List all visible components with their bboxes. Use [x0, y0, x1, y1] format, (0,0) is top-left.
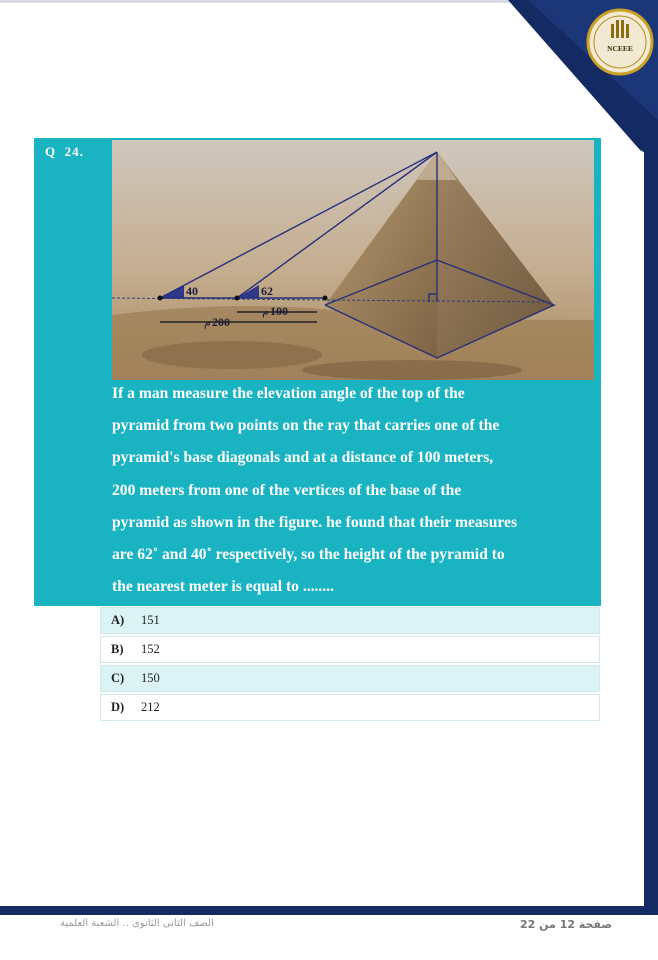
option-value: 151 [141, 613, 160, 627]
option-value: 152 [141, 642, 160, 656]
footer-page-number: صفحة 12 من 22 [520, 918, 612, 931]
pyramid-figure [112, 140, 594, 380]
option-a[interactable] [100, 607, 600, 634]
option-letter: B) [111, 642, 124, 656]
option-b[interactable] [100, 636, 600, 663]
corner-logo-banner [500, 0, 658, 160]
question-text [112, 378, 598, 603]
question-line: 200 meters from one of the vertices of the base of the [112, 481, 462, 499]
distance-100-label: 100 [270, 304, 288, 318]
distance-200-label: 200 [212, 315, 230, 329]
question-line: If a man measure the elevation angle of the top of the [112, 385, 465, 402]
angle-40-label: 40 [186, 284, 198, 298]
option-letter: A) [111, 613, 125, 627]
option-value: 212 [141, 700, 160, 714]
logo-text: NCEEE [607, 44, 633, 53]
question-line: pyramid as shown in the figure. he found that their measures [112, 513, 518, 531]
angle-62-label: 62 [261, 284, 273, 298]
option-value: 150 [141, 671, 160, 685]
footer-bar [0, 906, 658, 915]
option-d[interactable] [100, 694, 600, 721]
unit-label-1: م [204, 317, 211, 329]
unit-label-2: م [262, 306, 269, 318]
option-c[interactable] [100, 665, 600, 692]
question-number: Q 24. [45, 144, 84, 159]
answer-options [100, 607, 600, 723]
option-letter: C) [111, 671, 125, 685]
ncee-logo-icon [588, 10, 652, 74]
option-letter: D) [111, 700, 125, 714]
question-line: the nearest meter is equal to ........ [112, 578, 335, 596]
question-line: pyramid from two points on the ray that carries one of the [112, 417, 500, 435]
footer-grade-text: الصف الثانى الثانوى .. الشعبة العلمية [60, 918, 214, 929]
question-line: are 62˚ and 40˚ respectively, so the height of the pyramid to [112, 546, 505, 564]
question-line: pyramid's base diagonals and at a distance of 100 meters, [112, 449, 494, 467]
